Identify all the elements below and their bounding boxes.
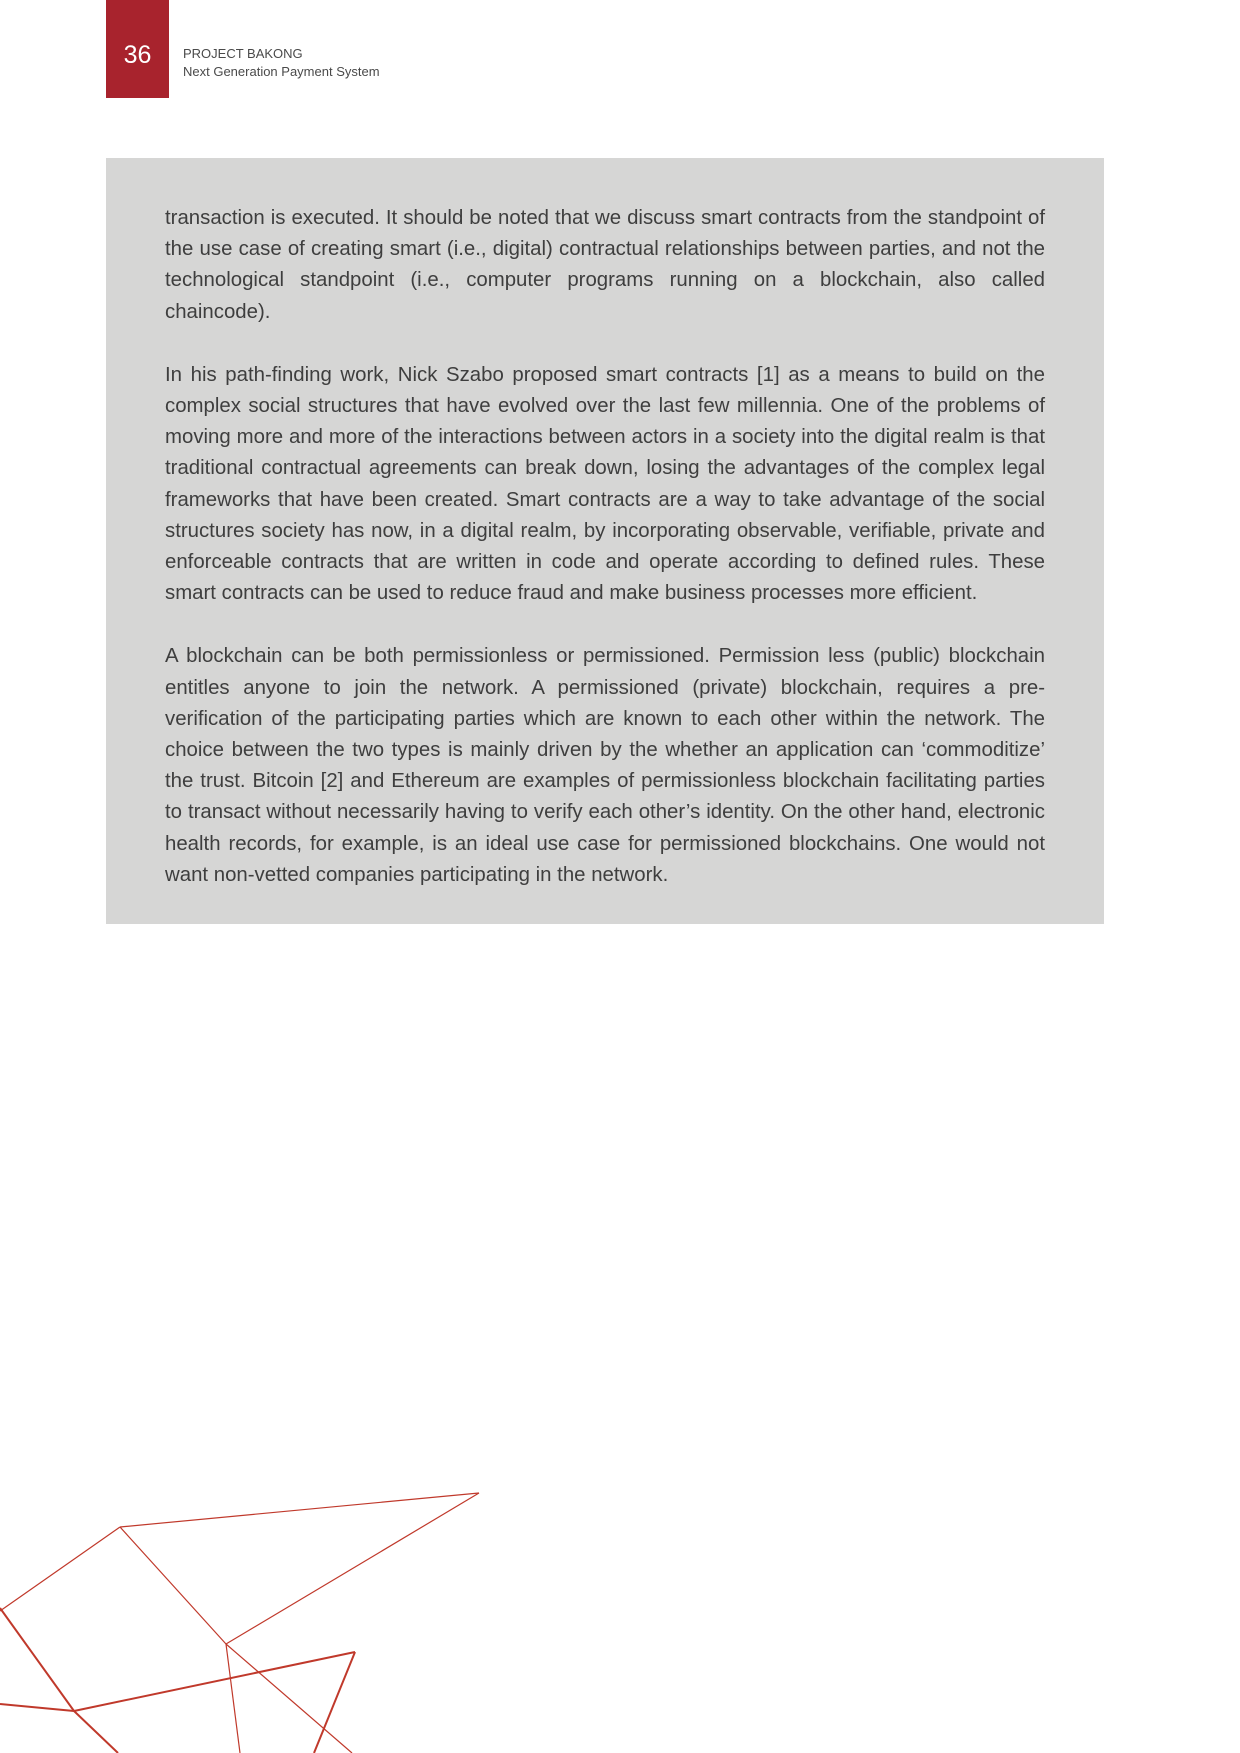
decorative-line [0, 1704, 74, 1711]
decorative-line [0, 1527, 120, 1611]
decorative-line [74, 1652, 355, 1711]
decorative-line [120, 1493, 479, 1527]
decorative-line [120, 1527, 226, 1644]
body-paragraph-2: In his path-finding work, Nick Szabo proposed smart contracts [1] as a means to build on the complex social structures that have evolved over the last few millennia. One of the problems of moving more and more of the interactions between actors in a society into the digital realm is that traditional contractual agreements can break down, losing the advantages of the complex legal frameworks that have been created. Smart contracts are a way to take advantage of the social structures society has now, in a digital realm, by incorporating observable, verifiable, private and enforceable contracts that are written in code and operate according to defined rules. These smart contracts can be used to reduce fraud and make business processes more efficient. [165, 363, 1045, 605]
decorative-line [0, 1608, 74, 1711]
body-paragraph-1: transaction is executed. It should be noted that we discuss smart contracts from the standpoint of the use case of creating smart (i.e., digital) contractual relationships between parties, and not the technological standpoint (i.e., computer programs running on a blockchain, also called chaincode). [165, 207, 1045, 323]
body-paragraph-3: A blockchain can be both permissionless or permissioned. Permission less (public) blockchain entitles anyone to join the network. A permissioned (private) blockchain, requires a pre-verification of the participating parties which are known to each other within the network. The choice between the two types is mainly driven by the whether an application can ‘commoditize’ the trust. Bitcoin [2] and Ethereum are examples of permissionless blockchain facilitating parties to transact without necessarily having to verify each other’s identity. On the other hand, electronic health records, for example, is an ideal use case for permissioned blockchains. One would not want non-vetted companies participating in the network. [165, 645, 1045, 886]
running-header [183, 45, 380, 81]
decorative-line [226, 1493, 479, 1644]
page-number: 36 [123, 41, 152, 69]
decorative-line [226, 1644, 240, 1753]
document-subtitle: Next Generation Payment System [183, 64, 380, 79]
page-number-tab [106, 0, 169, 98]
decorative-line [226, 1644, 352, 1753]
project-name: PROJECT BAKONG [183, 46, 303, 61]
shaded-text-box [106, 158, 1104, 924]
decorative-line-art [0, 1480, 500, 1753]
decorative-line [74, 1711, 118, 1753]
